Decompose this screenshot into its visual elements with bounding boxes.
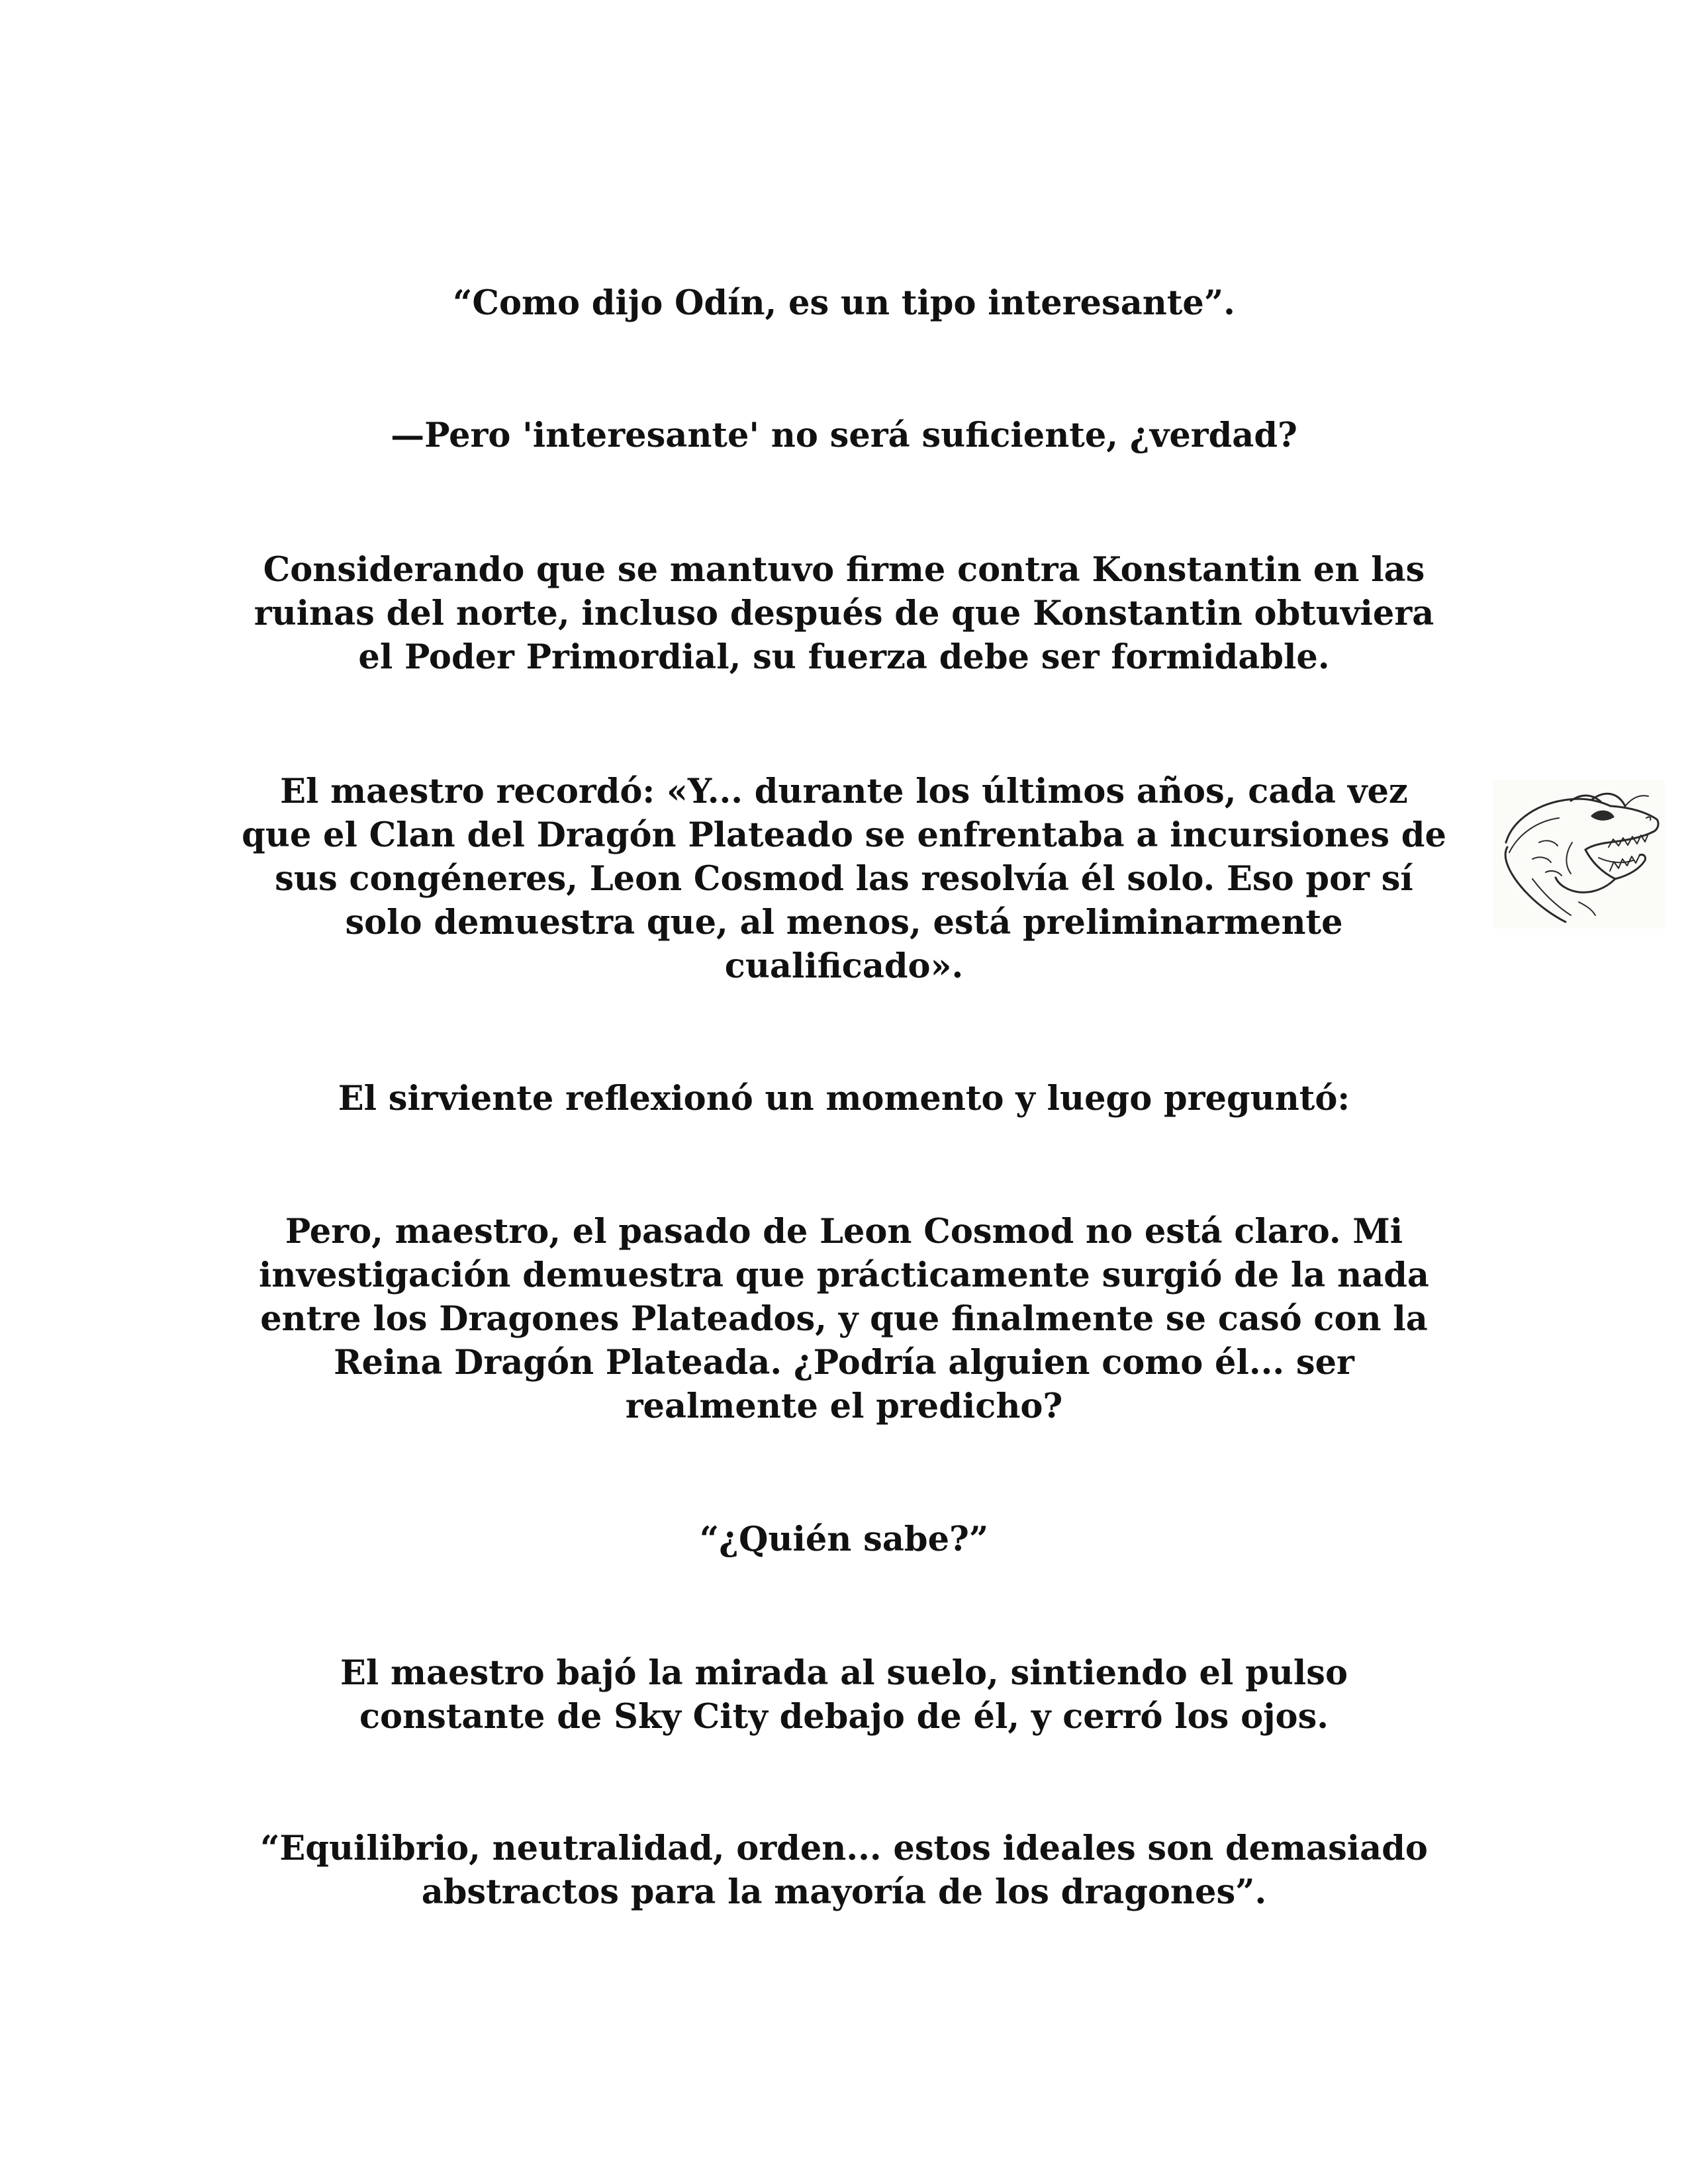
paragraph	[199, 1210, 1489, 1428]
text-line: el Poder Primordial, su fuerza debe ser formidable.	[358, 637, 1330, 677]
text-line: solo demuestra que, al menos, está preliminarmente	[345, 903, 1343, 942]
text-line: constante de Sky City debajo de él, y cerró los ojos.	[359, 1697, 1329, 1737]
paragraph	[199, 548, 1489, 679]
text-line: El maestro bajó la mirada al suelo, sintiendo el pulso	[340, 1653, 1348, 1693]
text-line: cualificado».	[724, 946, 964, 986]
text-line: “Equilibrio, neutralidad, orden... estos ideales son demasiado	[260, 1829, 1428, 1868]
paragraph	[199, 1518, 1489, 1561]
text-line: sus congéneres, Leon Cosmod las resolvía él solo. Eso por sí	[275, 859, 1413, 899]
text-line: Considerando que se mantuvo firme contra Konstantin en las	[263, 550, 1425, 590]
text-line: que el Clan del Dragón Plateado se enfrentaba a incursiones de	[242, 815, 1446, 855]
text-line: Reina Dragón Plateada. ¿Podría alguien como él... ser	[334, 1343, 1354, 1383]
text-line: ruinas del norte, incluso después de que Konstantin obtuviera	[254, 594, 1434, 633]
text-line: El sirviente reflexionó un momento y luego preguntó:	[338, 1079, 1350, 1118]
paragraph	[199, 1827, 1489, 1914]
text-line: “¿Quién sabe?”	[699, 1520, 989, 1559]
paragraph	[199, 1651, 1489, 1739]
paragraph	[199, 1077, 1489, 1120]
dragon-head-sketch-icon	[1493, 780, 1665, 929]
paragraph	[199, 414, 1489, 457]
text-line: investigación demuestra que prácticamente surgió de la nada	[259, 1255, 1429, 1295]
text-line: abstractos para la mayoría de los dragones”.	[421, 1872, 1267, 1912]
paragraph	[199, 281, 1489, 325]
text-line: Pero, maestro, el pasado de Leon Cosmod no está claro. Mi	[285, 1212, 1403, 1251]
text-line: —Pero 'interesante' no será suficiente, ¿verdad?	[391, 416, 1297, 455]
text-line: “Como dijo Odín, es un tipo interesante”.	[453, 283, 1235, 323]
text-line: realmente el predicho?	[625, 1387, 1063, 1426]
text-line: entre los Dragones Plateados, y que finalmente se casó con la	[260, 1299, 1428, 1339]
text-line: El maestro recordó: «Y... durante los últimos años, cada vez	[280, 772, 1408, 811]
paragraph	[199, 770, 1489, 988]
